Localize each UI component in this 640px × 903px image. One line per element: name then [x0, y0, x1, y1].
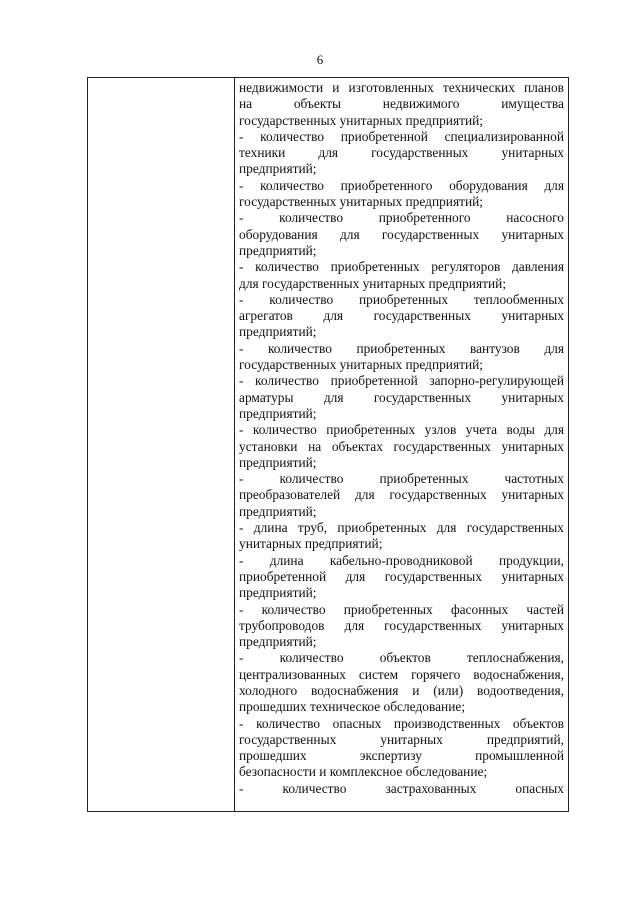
text-line: холодного водоснабжения и (или) водоотведения,	[239, 682, 564, 698]
text-line: агрегатов для государственных унитарных	[239, 308, 564, 324]
text-line: - количество приобретенной запорно-регулирующей	[239, 373, 564, 389]
text-line: централизованных систем горячего водоснабжения,	[239, 666, 564, 682]
text-line: унитарных предприятий;	[239, 536, 383, 552]
text-line: - длина кабельно-проводниковой продукции,	[239, 552, 564, 568]
text-line: - количество приобретенных регуляторов давления	[239, 259, 564, 275]
text-line: предприятий;	[239, 585, 317, 601]
document-table	[87, 77, 569, 812]
text-line: приобретенной для государственных унитарных	[239, 568, 564, 584]
text-line: - количество объектов теплоснабжения,	[239, 650, 564, 666]
text-line: предприятий;	[239, 454, 317, 470]
text-line: предприятий;	[239, 242, 317, 258]
text-line: - количество приобретенного оборудования для	[239, 177, 564, 193]
text-line: предприятий;	[239, 324, 317, 340]
text-line: на объекты недвижимого имущества	[239, 96, 564, 112]
text-line: предприятий;	[239, 405, 317, 421]
text-line: для государственных унитарных предприятий;	[239, 275, 507, 291]
text-line: предприятий;	[239, 503, 317, 519]
text-line: недвижимости и изготовленных технических планов	[239, 80, 564, 95]
text-line: - количество приобретенных вантузов для	[239, 340, 564, 356]
text-line: безопасности и комплексное обследование;	[239, 764, 488, 780]
text-line: трубопроводов для государственных унитарных	[239, 617, 564, 633]
text-line: прошедших техническое обследование;	[239, 699, 466, 715]
text-line: предприятий;	[239, 161, 317, 177]
text-line: - количество приобретенной специализированной	[239, 128, 564, 144]
text-line: государственных унитарных предприятий;	[239, 194, 484, 210]
text-line: предприятий;	[239, 634, 317, 650]
table-left-cell	[88, 78, 235, 811]
text-line: прошедших экспертизу промышленной	[239, 748, 564, 764]
text-line: - количество опасных производственных объектов	[239, 715, 564, 731]
text-line: - количество приобретенных частотных	[239, 471, 564, 487]
text-line: государственных унитарных предприятий,	[239, 731, 564, 747]
text-line: установки на объектах государственных унитарных	[239, 438, 564, 454]
text-line: техники для государственных унитарных	[239, 145, 564, 161]
text-line: - длина труб, приобретенных для государственных	[239, 520, 564, 536]
text-line: арматуры для государственных унитарных	[239, 389, 564, 405]
table-right-cell	[235, 78, 568, 811]
page-number: 6	[316, 52, 324, 67]
text-line: - количество приобретенных узлов учета воды для	[239, 422, 564, 438]
text-line: оборудования для государственных унитарных	[239, 226, 564, 242]
text-line: - количество приобретенного насосного	[239, 210, 564, 226]
text-line: - количество застрахованных опасных	[239, 780, 564, 796]
text-line: государственных унитарных предприятий;	[239, 112, 484, 128]
text-line: преобразователей для государственных унитарных	[239, 487, 564, 503]
text-line: - количество приобретенных фасонных частей	[239, 601, 564, 617]
text-line: государственных унитарных предприятий;	[239, 357, 484, 373]
text-line: - количество приобретенных теплообменных	[239, 291, 564, 307]
